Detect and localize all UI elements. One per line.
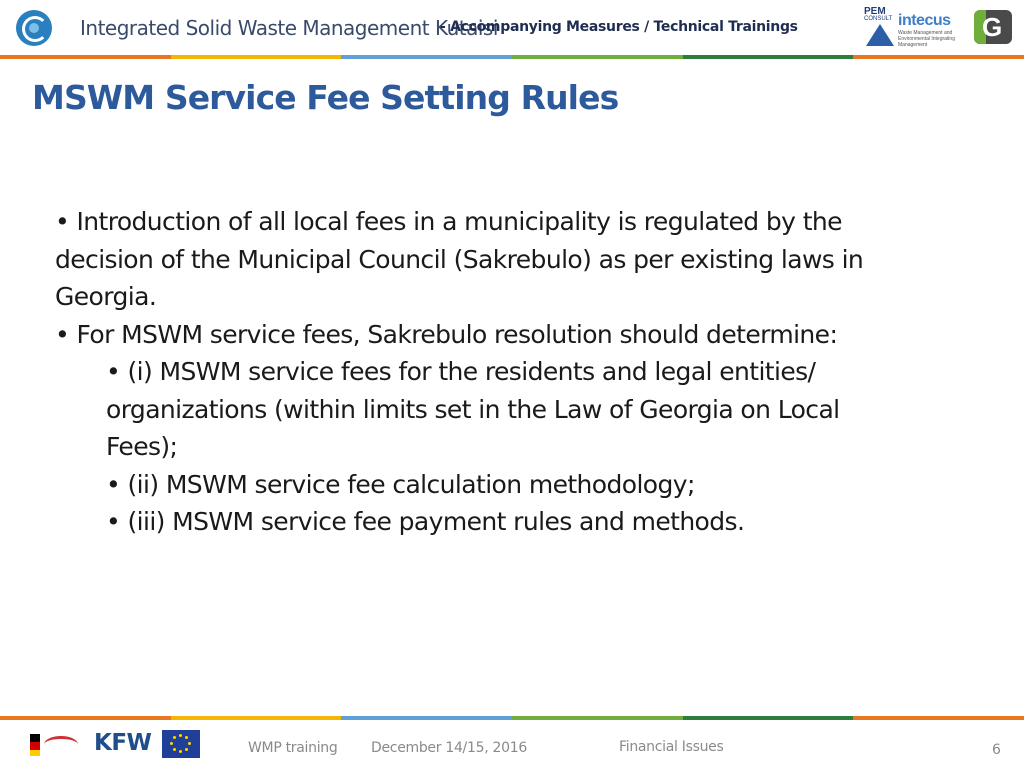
german-cooperation-logo (30, 728, 80, 758)
footer-training: WMP training (248, 740, 338, 756)
footer-topic: Financial Issues (619, 739, 724, 755)
header-breadcrumb: - Accompanying Measures / Technical Trainings (440, 19, 798, 35)
sub-bullet-2: • (ii) MSWM service fee calculation methodology; (106, 469, 695, 499)
slide-header (0, 0, 1024, 56)
header-color-stripe (0, 55, 1024, 59)
header-title: Integrated Solid Waste Management Kutaisi (80, 16, 498, 40)
bullet-1: • Introduction of all local fees in a municipality is regulated by the decision of the Municipal Council (Sakrebulo) as per existing laws in Georgia. (55, 207, 864, 311)
recycling-circle-icon (16, 10, 52, 46)
g-logo: G (974, 10, 1012, 44)
eu-flag-icon (162, 730, 200, 758)
slide-content (55, 203, 885, 541)
kfw-logo: KFW (94, 730, 152, 756)
partner-logos (862, 6, 1014, 50)
bullet-2: • For MSWM service fees, Sakrebulo resolution should determine: (55, 319, 838, 349)
slide-footer (0, 720, 1024, 768)
sub-bullet-3: • (iii) MSWM service fee payment rules and methods. (106, 507, 745, 536)
slide-title: MSWM Service Fee Setting Rules (32, 78, 619, 117)
intecus-logo: intecus Waste Management and Environmental Integrating Management (898, 12, 955, 48)
page-number: 6 (992, 742, 1001, 758)
sub-bullet-1: • (i) MSWM service fees for the residents and legal entities/ organizations (within limits set in the Law of Georgia on Local Fees); (106, 357, 840, 461)
pem-consult-logo: PEM CONSULT (862, 6, 896, 48)
footer-date: December 14/15, 2016 (371, 740, 527, 756)
